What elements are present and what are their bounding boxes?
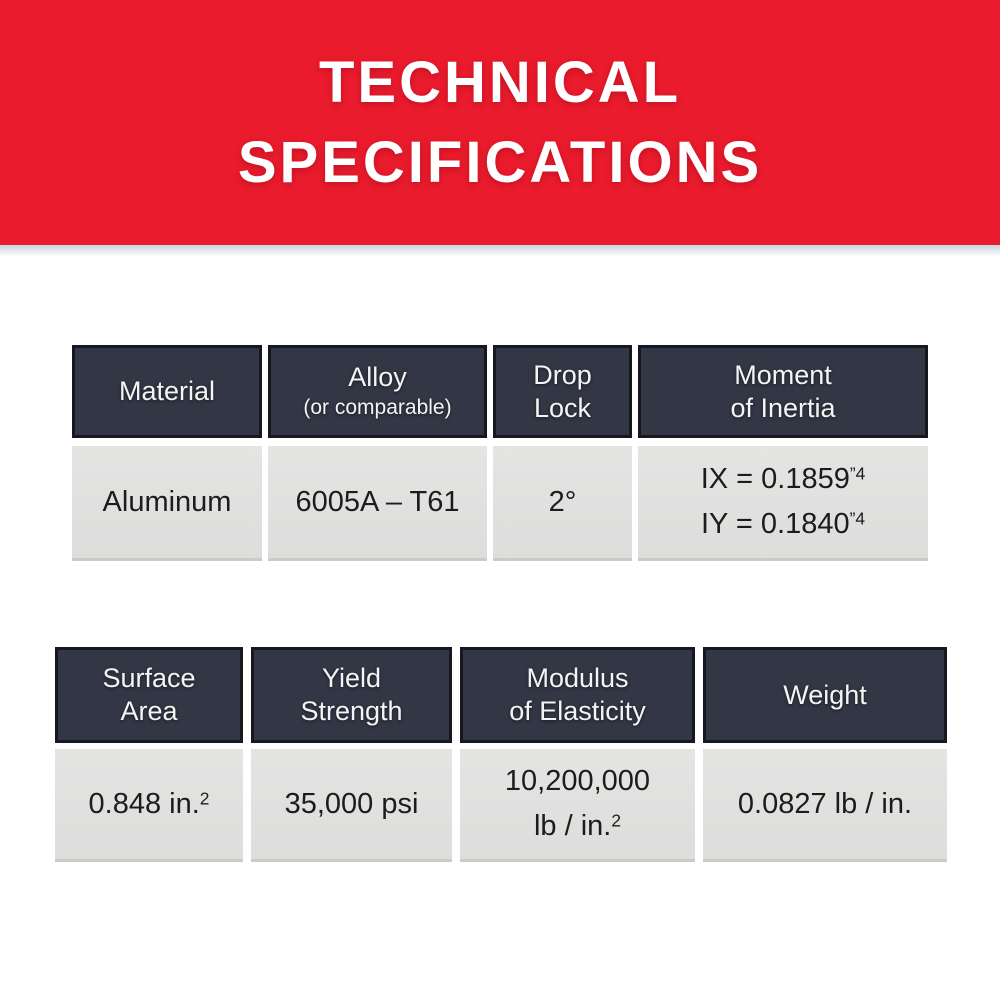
header-modulus-label-2: of Elasticity	[509, 696, 646, 726]
header-surface-label-1: Surface	[102, 663, 196, 694]
value-alloy-text: 6005A – T61	[295, 485, 460, 518]
table2-header-row	[55, 647, 947, 743]
header-surface-label-2: Area	[120, 696, 178, 726]
header-yield-label-2: Strength	[300, 696, 403, 726]
value-drop-lock-text: 2°	[548, 485, 577, 518]
value-drop-lock	[493, 446, 632, 561]
spec-table-material	[72, 345, 928, 561]
header-drop-lock-label-2: Lock	[533, 392, 592, 423]
header-moment-label-2: of Inertia	[730, 392, 836, 423]
value-moment-ix-main: IX = 0.1859	[700, 463, 850, 496]
value-material	[72, 446, 262, 561]
page-title-line-2: SPECIFICATIONS	[237, 129, 763, 195]
header-drop-lock-label-1: Drop	[533, 359, 592, 390]
value-moment-iy-main: IY = 0.1840	[700, 508, 850, 540]
value-material-text: Aluminum	[102, 485, 232, 518]
header-weight-label: Weight	[783, 679, 867, 710]
header-material-label: Material	[118, 376, 216, 407]
value-surface-area-sup: 2	[199, 787, 210, 808]
spec-table-mechanical	[55, 647, 947, 862]
value-modulus	[460, 749, 695, 862]
value-modulus-line-2-sup: 2	[611, 810, 622, 831]
header-weight	[703, 647, 947, 743]
value-yield-strength	[251, 749, 452, 862]
header-alloy	[268, 345, 487, 438]
header-drop-lock	[493, 345, 632, 438]
table1-value-row	[72, 446, 928, 561]
value-weight-text: 0.0827 lb / in.	[737, 787, 913, 820]
banner-drop-shadow	[0, 245, 1000, 257]
header-material	[72, 345, 262, 438]
header-surface-area	[55, 647, 243, 743]
title-banner	[0, 0, 1000, 245]
value-modulus-line-1: 10,200,000	[504, 765, 651, 798]
value-moment-iy	[701, 502, 865, 547]
value-yield-strength-text: 35,000 psi	[284, 787, 419, 820]
value-surface-area-main: 0.848 in.	[88, 787, 200, 820]
value-alloy	[268, 446, 487, 561]
value-modulus-line-2-main: lb / in.	[533, 810, 612, 842]
header-alloy-sublabel: (or comparable)	[303, 395, 452, 419]
value-weight	[703, 749, 947, 862]
table1-header-row	[72, 345, 928, 438]
value-moment-iy-sup: ”4	[849, 508, 866, 529]
page-title-line-1: TECHNICAL	[318, 49, 682, 115]
value-moment-ix-sup: ”4	[849, 463, 866, 484]
value-modulus-line-2	[534, 804, 621, 849]
header-moment-of-inertia	[638, 345, 928, 438]
header-yield-strength	[251, 647, 452, 743]
header-moment-label-1: Moment	[734, 359, 832, 390]
table2-value-row	[55, 749, 947, 862]
value-surface-area-text	[89, 782, 210, 827]
value-surface-area	[55, 749, 243, 862]
value-moment-ix	[701, 457, 866, 502]
header-alloy-label: Alloy	[348, 361, 407, 392]
header-modulus-label-1: Modulus	[526, 663, 629, 694]
header-yield-label-1: Yield	[321, 663, 382, 694]
header-modulus	[460, 647, 695, 743]
value-moment-of-inertia	[638, 446, 928, 561]
